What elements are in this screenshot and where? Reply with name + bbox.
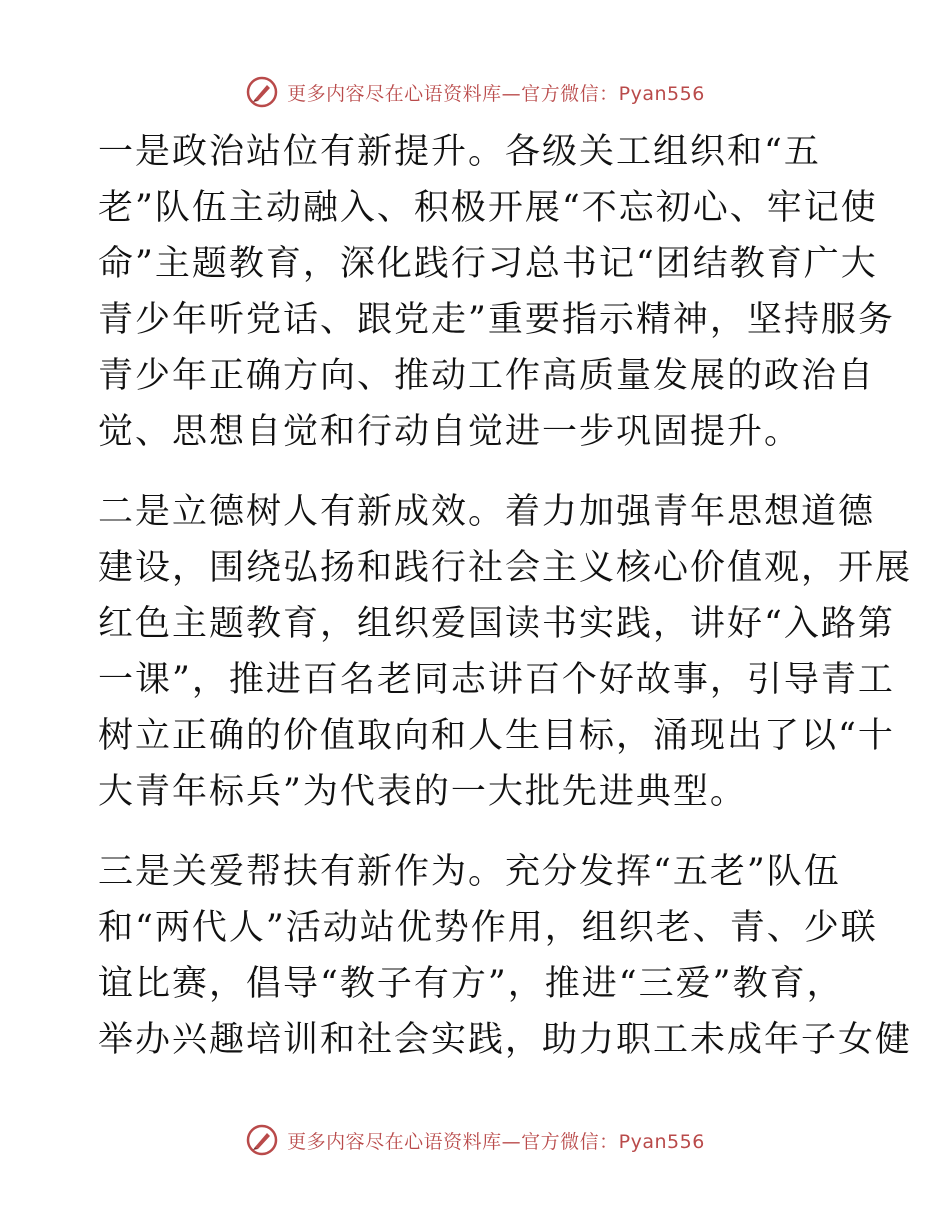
text-line: 青少年听党话、跟党走”重要指示精神，坚持服务: [98, 300, 895, 340]
text-line: 觉、思想自觉和行动自觉进一步巩固提升。: [98, 412, 802, 452]
text-line: 谊比赛，倡导“教子有方”，推进“三爱”教育，: [98, 964, 844, 1004]
document-body: [98, 124, 913, 1092]
header-watermark: [0, 72, 950, 112]
text-line: 大青年标兵”为代表的一大批先进典型。: [98, 772, 747, 812]
footer-watermark: [0, 1120, 950, 1160]
text-line: 三是关爱帮扶有新作为。充分发挥“五老”队伍: [98, 852, 841, 892]
pen-nib-logo-icon: [245, 75, 279, 109]
text-line: 一是政治站位有新提升。各级关工组织和“五: [98, 132, 821, 172]
paragraph-3: [98, 844, 913, 1068]
watermark-text: 更多内容尽在心语资料库—官方微信：Pyan556: [287, 82, 705, 105]
watermark-text: 更多内容尽在心语资料库—官方微信：Pyan556: [287, 1130, 705, 1153]
text-line: 和“两代人”活动站优势作用，组织老、青、少联: [98, 908, 878, 948]
text-line: 青少年正确方向、推动工作高质量发展的政治自: [98, 356, 876, 396]
paragraph-1: [98, 124, 895, 460]
text-line: 一课”，推进百名老同志讲百个好故事，引导青工: [98, 660, 895, 700]
text-line: 二是立德树人有新成效。着力加强青年思想道德: [98, 492, 876, 532]
text-line: 红色主题教育，组织爱国读书实践，讲好“入路第: [98, 604, 895, 644]
text-line: 命”主题教育，深化践行习总书记“团结教育广大: [98, 244, 878, 284]
paragraph-2: [98, 484, 913, 820]
pen-nib-logo-icon: [245, 1123, 279, 1157]
text-line: 老”队伍主动融入、积极开展“不忘初心、牢记使: [98, 188, 878, 228]
text-line: 举办兴趣培训和社会实践，助力职工未成年子女健: [98, 1020, 913, 1060]
text-line: 建设，围绕弘扬和践行社会主义核心价值观，开展: [98, 548, 913, 588]
text-line: 树立正确的价值取向和人生目标，涌现出了以“十: [98, 716, 895, 756]
